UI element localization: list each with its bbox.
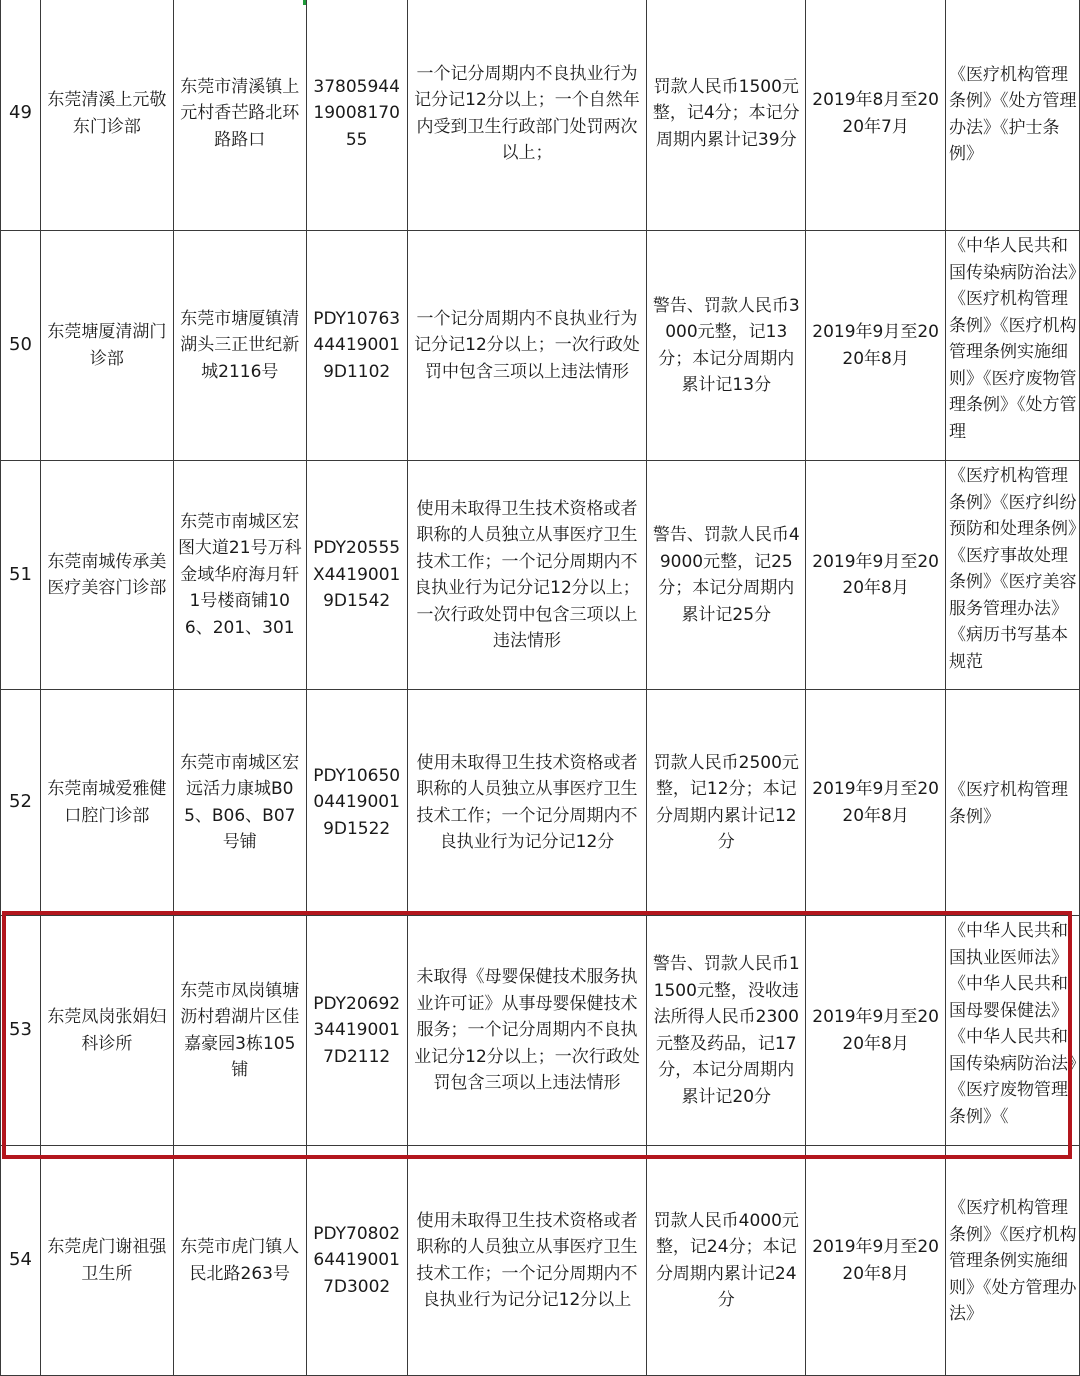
row-number: 49 xyxy=(1,0,41,231)
institution-address: 东莞市南城区宏图大道21号万科金域华府海月轩1号楼商铺106、201、301 xyxy=(173,461,306,690)
institution-address: 东莞市虎门镇人民北路263号 xyxy=(173,1146,306,1376)
legal-basis: 《医疗机构管理条例》《处方管理办法》《护士条例》 xyxy=(946,0,1080,231)
penalty-detail: 警告、罚款人民币3000元整，记13分；本记分周期内累计记13分 xyxy=(647,231,806,461)
violation-behavior: 使用未取得卫生技术资格或者职称的人员独立从事医疗卫生技术工作；一个记分周期内不良执业行为记分记12分 xyxy=(407,690,647,916)
violation-behavior: 使用未取得卫生技术资格或者职称的人员独立从事医疗卫生技术工作；一个记分周期内不良执业行为记分记12分以上；一次行政处罚中包含三项以上违法情形 xyxy=(407,461,647,690)
penalty-detail: 罚款人民币2500元整，记12分；本记分周期内累计记12分 xyxy=(647,690,806,916)
table-row xyxy=(1,461,1080,690)
penalty-detail: 警告、罚款人民币49000元整，记25分；本记分周期内累计记25分 xyxy=(647,461,806,690)
license-code: PDY70802644190017D3002 xyxy=(306,1146,407,1376)
row-number: 50 xyxy=(1,231,41,461)
license-code: PDY10650044190019D1522 xyxy=(306,690,407,916)
legal-basis: 《医疗机构管理条例》《医疗机构管理条例实施细则》《处方管理办法》 xyxy=(946,1146,1080,1376)
legal-basis: 《中华人民共和国执业医师法》《中华人民共和国母婴保健法》《中华人民共和国传染病防治法》《医疗废物管理条例》《 xyxy=(946,916,1080,1146)
institution-name: 东莞虎门谢祖强卫生所 xyxy=(40,1146,173,1376)
institution-address: 东莞市清溪镇上元村香芒路北环路路口 xyxy=(173,0,306,231)
institution-address: 东莞市塘厦镇清湖头三正世纪新城2116号 xyxy=(173,231,306,461)
institution-name: 东莞清溪上元敬东门诊部 xyxy=(40,0,173,231)
violation-behavior: 一个记分周期内不良执业行为记分记12分以上；一个自然年内受到卫生行政部门处罚两次以上； xyxy=(407,0,647,231)
penalty-detail: 罚款人民币4000元整，记24分；本记分周期内累计记24分 xyxy=(647,1146,806,1376)
license-code: PDY20692344190017D2112 xyxy=(306,916,407,1146)
scoring-period: 2019年9月至2020年8月 xyxy=(806,1146,946,1376)
penalty-detail: 罚款人民币1500元整，记4分；本记分周期内累计记39分 xyxy=(647,0,806,231)
row-number: 53 xyxy=(1,916,41,1146)
institution-address: 东莞市凤岗镇塘沥村碧湖片区佳嘉豪园3栋105铺 xyxy=(173,916,306,1146)
violation-behavior: 使用未取得卫生技术资格或者职称的人员独立从事医疗卫生技术工作；一个记分周期内不良执业行为记分记12分以上 xyxy=(407,1146,647,1376)
institution-address: 东莞市南城区宏远活力康城B05、B06、B07号铺 xyxy=(173,690,306,916)
scoring-period: 2019年9月至2020年8月 xyxy=(806,231,946,461)
violation-behavior: 未取得《母婴保健技术服务执业许可证》从事母婴保健技术服务；一个记分周期内不良执业记分12分以上；一次行政处罚包含三项以上违法情形 xyxy=(407,916,647,1146)
scoring-period: 2019年9月至2020年8月 xyxy=(806,690,946,916)
license-code: PDY20555X44190019D1542 xyxy=(306,461,407,690)
scoring-period: 2019年9月至2020年8月 xyxy=(806,916,946,1146)
table-row xyxy=(1,0,1080,231)
row-number: 52 xyxy=(1,690,41,916)
legal-basis: 《医疗机构管理条例》《医疗纠纷预防和处理条例》《医疗事故处理条例》《医疗美容服务管理办法》《病历书写基本规范 xyxy=(946,461,1080,690)
license-code: 378059441900817055 xyxy=(306,0,407,231)
legal-basis: 《中华人民共和国传染病防治法》《医疗机构管理条例》《医疗机构管理条例实施细则》《医疗废物管理条例》《处方管理 xyxy=(946,231,1080,461)
row-number: 54 xyxy=(1,1146,41,1376)
row-number: 51 xyxy=(1,461,41,690)
institution-name: 东莞南城传承美医疗美容门诊部 xyxy=(40,461,173,690)
legal-basis: 《医疗机构管理条例》 xyxy=(946,690,1080,916)
scoring-period: 2019年8月至2020年7月 xyxy=(806,0,946,231)
institution-name: 东莞南城爱雅健口腔门诊部 xyxy=(40,690,173,916)
institution-name: 东莞塘厦清湖门诊部 xyxy=(40,231,173,461)
table-row xyxy=(1,916,1080,1146)
license-code: PDY10763444190019D1102 xyxy=(306,231,407,461)
institution-name: 东莞凤岗张娟妇科诊所 xyxy=(40,916,173,1146)
penalty-detail: 警告、罚款人民币11500元整，没收违法所得人民币2300元整及药品，记17分，本记分周期内累计记20分 xyxy=(647,916,806,1146)
scoring-period: 2019年9月至2020年8月 xyxy=(806,461,946,690)
table-row xyxy=(1,231,1080,461)
table-row xyxy=(1,690,1080,916)
violation-behavior: 一个记分周期内不良执业行为记分记12分以上；一次行政处罚中包含三项以上违法情形 xyxy=(407,231,647,461)
table-row xyxy=(1,1146,1080,1376)
